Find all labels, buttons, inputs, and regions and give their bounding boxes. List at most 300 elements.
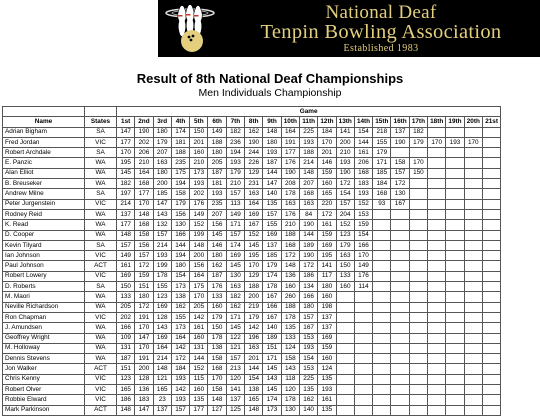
game-score: 161 [318,220,336,230]
table-row [3,168,501,178]
game-score: 190 [281,168,299,178]
table-row [3,148,501,158]
game-score [482,127,500,137]
game-score [354,405,372,415]
bowler-name: Andrew Milne [3,189,85,199]
game-score: 144 [190,354,208,364]
game-score [354,385,372,395]
game-column-header: 14th [354,117,372,127]
game-score [464,199,482,209]
bowler-state: WA [85,323,117,333]
bowler-name: Peter Jurgenstein [3,199,85,209]
game-score: 200 [190,251,208,261]
game-score [391,405,409,415]
game-score [409,261,427,271]
game-score: 201 [245,354,263,364]
game-score: 130 [226,271,244,281]
bowler-name: E. Panzic [3,158,85,168]
game-score: 145 [263,364,281,374]
bowler-state: WA [85,168,117,178]
game-score [446,179,464,189]
game-score: 193 [190,179,208,189]
bowler-name: Robert Olver [3,385,85,395]
game-column-header: 4th [171,117,189,127]
game-score: 179 [373,148,391,158]
game-score: 195 [318,251,336,261]
bowler-name: Robert Lowery [3,271,85,281]
game-score: 135 [281,323,299,333]
game-score: 200 [336,137,354,147]
game-score: 193 [336,158,354,168]
game-score: 123 [153,292,171,302]
game-score: 170 [464,137,482,147]
game-score [409,179,427,189]
table-row [3,199,501,209]
game-score: 210 [135,158,153,168]
game-score [409,364,427,374]
game-score: 190 [245,137,263,147]
game-score: 166 [299,292,317,302]
game-score [336,323,354,333]
game-score [428,271,446,281]
bowler-name: K. Read [3,220,85,230]
game-score: 176 [281,158,299,168]
game-score [391,385,409,395]
game-score [373,323,391,333]
game-score: 179 [336,240,354,250]
game-score: 182 [409,127,427,137]
game-score [482,251,500,261]
game-score [482,179,500,189]
game-score [464,240,482,250]
game-score: 145 [226,261,244,271]
game-score: 172 [336,179,354,189]
game-score: 156 [208,220,226,230]
game-score: 179 [409,137,427,147]
game-score: 150 [409,168,427,178]
bowler-state: WA [85,209,117,219]
table-row [3,385,501,395]
game-score [482,292,500,302]
bowler-state: VIC [85,251,117,261]
game-score: 136 [135,385,153,395]
game-score: 147 [135,405,153,415]
game-score [428,199,446,209]
bowler-name: J. Amundsen [3,323,85,333]
game-score: 163 [245,189,263,199]
game-score [446,189,464,199]
game-score: 134 [299,282,317,292]
game-score: 148 [299,168,317,178]
game-score: 260 [281,292,299,302]
game-score: 226 [245,158,263,168]
game-score [482,189,500,199]
game-score: 186 [117,395,135,405]
game-score [464,323,482,333]
game-score: 142 [190,312,208,322]
game-score: 157 [263,209,281,219]
game-score: 124 [281,343,299,353]
game-score [428,354,446,364]
game-score: 145 [263,385,281,395]
game-score: 207 [299,179,317,189]
game-score [446,405,464,415]
game-score: 200 [245,292,263,302]
game-score: 153 [299,364,317,374]
game-score: 199 [190,230,208,240]
game-score: 194 [171,251,189,261]
bowler-name: Jon Walker [3,364,85,374]
game-score: 190 [299,220,317,230]
game-score [464,271,482,281]
game-score: 123 [336,230,354,240]
bowler-state: WA [85,302,117,312]
game-score [428,302,446,312]
game-score [391,354,409,364]
game-score: 168 [354,168,372,178]
game-score: 147 [117,127,135,137]
game-score [428,364,446,374]
game-score: 180 [153,168,171,178]
game-score [446,374,464,384]
game-score: 157 [336,199,354,209]
bowler-state: VIC [85,385,117,395]
game-score [464,189,482,199]
game-score: 156 [135,240,153,250]
game-score: 159 [318,230,336,240]
game-score: 166 [117,323,135,333]
table-row [3,333,501,343]
game-score: 188 [208,137,226,147]
association-banner [158,0,540,57]
game-column-header: 15th [373,117,391,127]
game-score: 155 [153,282,171,292]
game-score: 130 [281,405,299,415]
bowler-name: M. Maori [3,292,85,302]
game-score: 137 [318,312,336,322]
game-column-header: 11th [299,117,317,127]
game-score: 157 [226,189,244,199]
game-score [464,312,482,322]
game-score: 120 [226,374,244,384]
game-score [464,127,482,137]
game-score: 137 [226,395,244,405]
game-score: 190 [336,168,354,178]
bowling-logo-icon [160,1,220,56]
game-score: 165 [318,189,336,199]
game-score [373,271,391,281]
game-score: 170 [245,261,263,271]
game-score [428,312,446,322]
game-score [464,333,482,343]
game-score: 184 [318,127,336,137]
blank-header-cell [85,107,117,117]
game-score: 180 [299,302,317,312]
game-score [464,343,482,353]
game-score [354,395,372,405]
game-score [373,261,391,271]
game-score [373,343,391,353]
game-column-header: 9th [263,117,281,127]
game-score [428,148,446,158]
game-score: 133 [208,292,226,302]
game-column-header: 8th [245,117,263,127]
game-score: 188 [281,302,299,312]
game-score: 162 [245,127,263,137]
game-score: 169 [153,333,171,343]
game-score: 175 [171,168,189,178]
game-score: 169 [318,333,336,343]
game-score: 159 [318,168,336,178]
game-score: 163 [226,282,244,292]
bowler-name: Adrian Bigham [3,127,85,137]
table-row [3,292,501,302]
game-score: 158 [171,189,189,199]
game-score: 147 [135,333,153,343]
game-score: 177 [117,220,135,230]
game-score: 145 [226,323,244,333]
game-score: 225 [299,127,317,137]
game-score [482,333,500,343]
game-score [354,312,372,322]
game-score: 133 [281,333,299,343]
game-score: 148 [281,261,299,271]
game-score [464,405,482,415]
game-score [446,385,464,395]
game-score: 205 [117,302,135,312]
game-score [428,158,446,168]
game-score: 178 [281,189,299,199]
game-score [373,251,391,261]
game-score [391,343,409,353]
game-score: 207 [153,148,171,158]
game-score: 174 [263,271,281,281]
bowler-state: SA [85,282,117,292]
game-score [409,343,427,353]
game-score: 179 [226,168,244,178]
game-score: 176 [354,271,372,281]
game-score: 130 [391,189,409,199]
table-row [3,374,501,384]
game-score: 137 [263,240,281,250]
game-score: 160 [190,148,208,158]
game-score: 201 [190,137,208,147]
table-row [3,395,501,405]
game-score [391,282,409,292]
game-score [482,323,500,333]
game-score: 150 [208,323,226,333]
game-score: 162 [208,261,226,271]
game-score: 170 [409,158,427,168]
game-score: 163 [281,199,299,209]
game-score [464,395,482,405]
game-score [391,271,409,281]
game-score [373,374,391,384]
game-score: 187 [263,158,281,168]
game-score: 177 [135,189,153,199]
game-score: 150 [190,127,208,137]
game-score: 188 [299,148,317,158]
game-score: 164 [153,343,171,353]
game-score [482,240,500,250]
game-score [354,343,372,353]
table-row [3,127,501,137]
game-score: 168 [373,189,391,199]
game-score: 154 [336,189,354,199]
game-score [409,271,427,281]
game-column-header: 18th [428,117,446,127]
game-score: 161 [354,148,372,158]
game-score: 146 [318,158,336,168]
states-column-header: States [85,117,117,127]
game-column-header: 20th [464,117,482,127]
game-score: 144 [299,230,317,240]
game-score: 138 [245,385,263,395]
game-score [464,168,482,178]
game-score [354,354,372,364]
game-score: 117 [318,271,336,281]
game-score [446,209,464,219]
game-score: 146 [208,240,226,250]
game-score: 151 [263,343,281,353]
game-score: 149 [190,209,208,219]
game-score [482,343,500,353]
game-score: 149 [117,251,135,261]
game-score: 214 [153,240,171,250]
table-row [3,158,501,168]
game-score [446,292,464,302]
bowler-name: D. Roberts [3,282,85,292]
game-score: 191 [281,137,299,147]
game-score: 166 [354,240,372,250]
table-row [3,230,501,240]
bowler-name: M. Holloway [3,343,85,353]
bowler-state: VIC [85,395,117,405]
game-score: 129 [245,271,263,281]
game-score: 149 [226,209,244,219]
game-score: 170 [190,292,208,302]
game-score [391,220,409,230]
game-score: 124 [318,364,336,374]
game-score: 147 [153,199,171,209]
game-score: 129 [245,168,263,178]
table-row [3,302,501,312]
game-score [391,209,409,219]
game-score: 140 [263,189,281,199]
bowler-state: WA [85,333,117,343]
game-column-header: 17th [409,117,427,127]
game-score: 148 [117,230,135,240]
game-column-header: 21st [482,117,500,127]
game-score [482,302,500,312]
game-score: 148 [245,405,263,415]
game-score [482,364,500,374]
game-score: 157 [299,312,317,322]
game-score: 170 [354,251,372,261]
game-score: 138 [171,292,189,302]
game-score [428,179,446,189]
game-score [391,292,409,302]
game-score [428,292,446,302]
game-score: 169 [245,209,263,219]
bowler-state: ACT [85,261,117,271]
results-body [3,127,501,415]
game-score: 198 [318,302,336,312]
game-score: 84 [299,209,317,219]
game-score: 197 [117,189,135,199]
game-score: 163 [336,251,354,261]
game-score [391,230,409,240]
game-score: 235 [171,158,189,168]
game-score: 157 [153,230,171,240]
game-score: 169 [153,302,171,312]
game-header-row [3,107,501,117]
game-score: 177 [190,405,208,415]
game-score: 193 [208,189,226,199]
game-score: 131 [190,343,208,353]
game-header: Game [117,107,501,117]
game-score: 148 [117,405,135,415]
game-score: 178 [208,333,226,343]
game-score: 174 [263,395,281,405]
game-score: 193 [171,374,189,384]
game-score: 142 [245,323,263,333]
game-score [446,312,464,322]
bowler-state: VIC [85,199,117,209]
game-score [373,333,391,343]
game-score [409,220,427,230]
game-score [482,395,500,405]
game-score [446,333,464,343]
game-score: 170 [135,323,153,333]
game-score [464,179,482,189]
game-score: 164 [190,271,208,281]
game-score [446,240,464,250]
game-score: 170 [428,137,446,147]
game-score [482,137,500,147]
game-score: 149 [208,127,226,137]
game-score: 140 [299,405,317,415]
game-score: 137 [391,127,409,137]
game-score: 174 [226,240,244,250]
game-score: 121 [226,343,244,353]
game-score [428,282,446,292]
game-score [482,374,500,384]
game-score [409,333,427,343]
game-score: 145 [208,230,226,240]
game-score [446,364,464,374]
table-row [3,251,501,261]
bowler-name: Geoffrey Wright [3,333,85,343]
game-score [482,354,500,364]
game-score: 179 [263,261,281,271]
game-score [428,333,446,343]
game-score [428,395,446,405]
game-score: 156 [190,261,208,271]
bowler-name: Chris Kenny [3,374,85,384]
game-score: 128 [153,312,171,322]
game-score: 152 [190,364,208,374]
game-score: 152 [336,220,354,230]
game-score: 136 [281,271,299,281]
game-score: 120 [281,385,299,395]
game-score: 135 [263,199,281,209]
game-score [482,209,500,219]
game-score: 199 [153,261,171,271]
game-score [373,364,391,374]
game-score [428,374,446,384]
game-score: 137 [117,209,135,219]
